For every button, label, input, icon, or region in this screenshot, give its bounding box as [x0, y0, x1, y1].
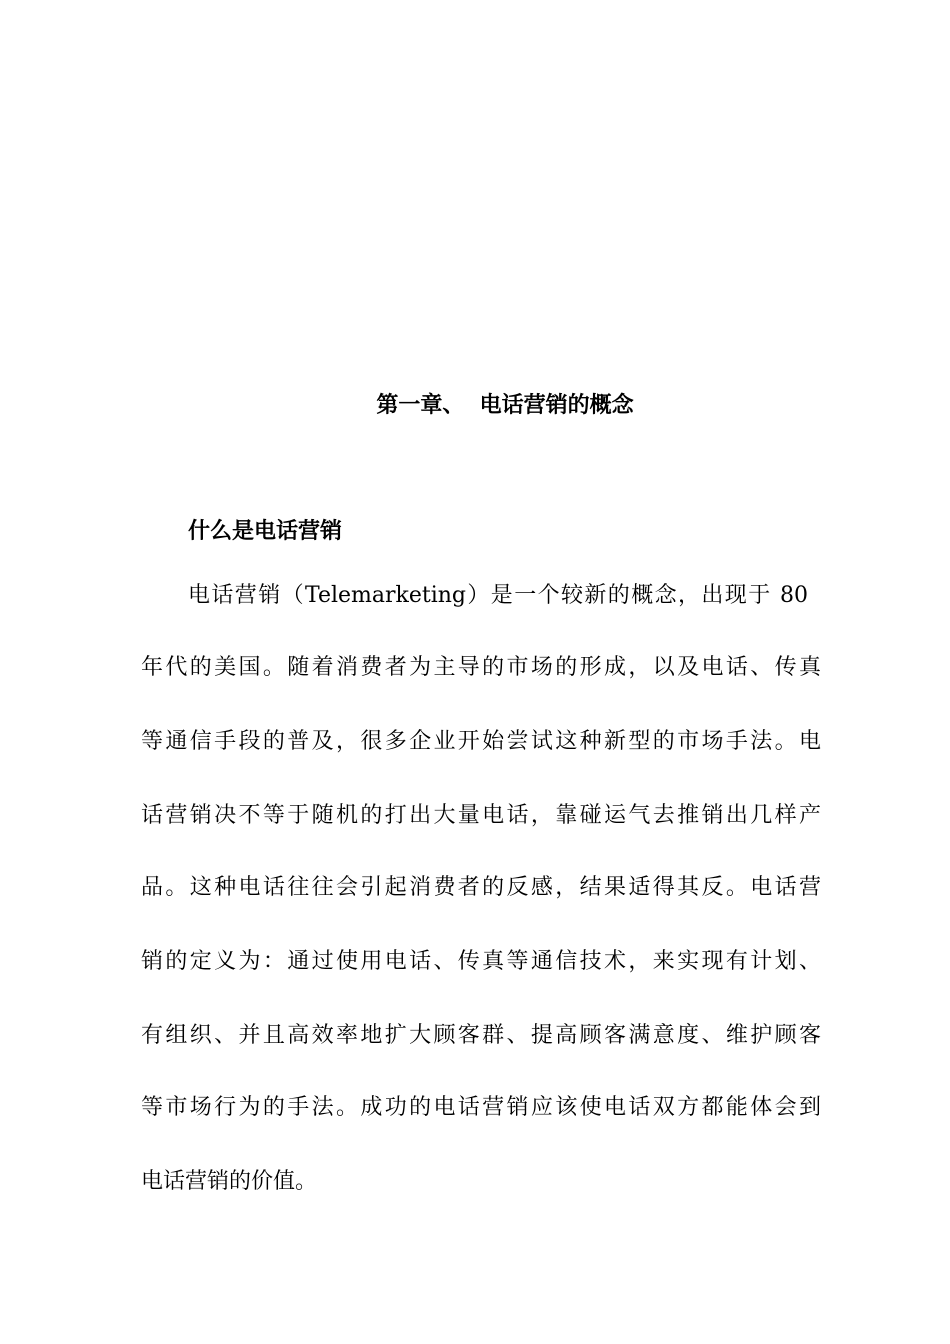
paragraph-line: 有组织、并且高效率地扩大顾客群、提高顾客满意度、维护顾客: [141, 1023, 821, 1048]
paragraph-line: 等市场行为的手法。成功的电话营销应该使电话双方都能体会到: [141, 1095, 821, 1120]
paragraph-line: 等通信手段的普及，很多企业开始尝试这种新型的市场手法。电: [141, 729, 821, 754]
paragraph-line: 电话营销（Telemarketing）是一个较新的概念，出现于 80: [188, 583, 808, 608]
paragraph-line: 话营销决不等于随机的打出大量电话，靠碰运气去推销出几样产: [141, 803, 821, 828]
chapter-title: 第一章、 电话营销的概念: [376, 393, 634, 418]
paragraph-line: 年代的美国。随着消费者为主导的市场的形成，以及电话、传真: [141, 655, 821, 680]
paragraph-line: 销的定义为：通过使用电话、传真等通信技术，来实现有计划、: [141, 949, 821, 974]
paragraph-line: 电话营销的价值。: [141, 1169, 318, 1194]
paragraph-line: 品。这种电话往往会引起消费者的反感，结果适得其反。电话营: [141, 875, 821, 900]
section-heading: 什么是电话营销: [188, 519, 343, 544]
